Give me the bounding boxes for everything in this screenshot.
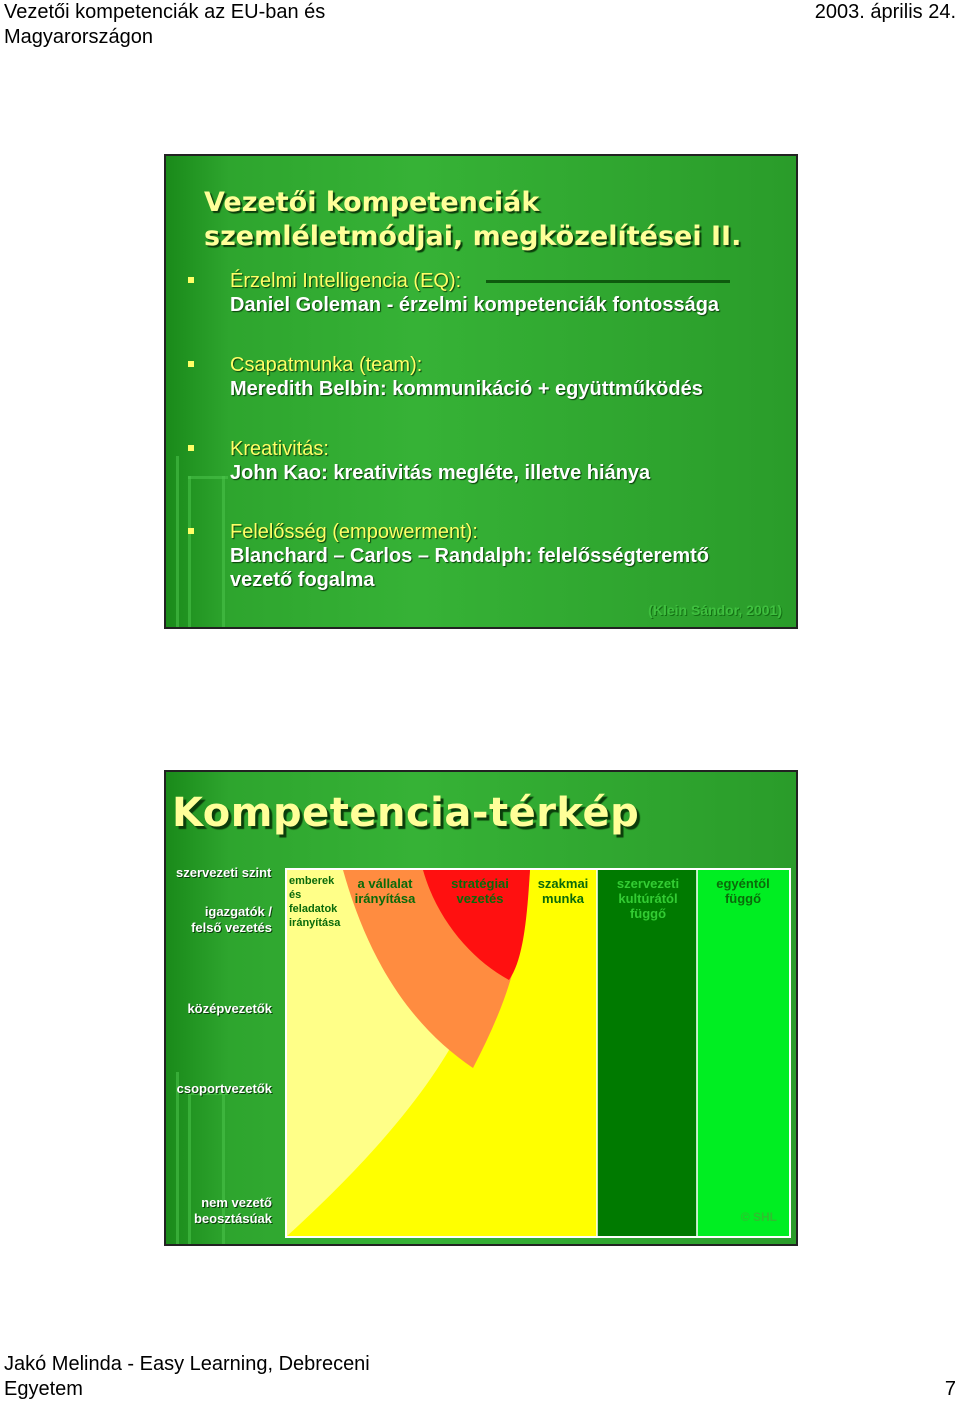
square-bullet-icon [188, 361, 194, 367]
competency-map-graphic [287, 870, 789, 1236]
list-item [188, 269, 788, 317]
citation: (Klein Sándor, 2001) [648, 602, 782, 618]
item-heading: Kreativitás: [230, 438, 329, 460]
square-bullet-icon [188, 528, 194, 534]
decor-line [176, 456, 179, 629]
level-label: csoportvezetők [176, 1081, 272, 1096]
culture-dependent-area [597, 870, 697, 1236]
slide-competency-map [164, 770, 798, 1246]
list-item [188, 353, 788, 401]
level-axis-label: szervezeti szint [176, 865, 272, 880]
document-date: 2003. április 24. [814, 1, 956, 23]
item-text: Blanchard – Carlos – Randalph: felelősségteremtő vezető fogalma [230, 545, 710, 591]
list-item [188, 520, 748, 592]
slide-title: Kompetencia-térkép [172, 790, 640, 836]
column-label: egyéntől függő [716, 876, 770, 906]
column-label: emberek és feladatok irányítása [289, 875, 341, 929]
footer-author: Jakó Melinda - Easy Learning, Debreceni Egyetem [4, 1353, 370, 1400]
column-label: szakmai munka [537, 876, 589, 906]
column-label: a vállalat irányítása [354, 876, 416, 906]
page-number: 7 [944, 1378, 956, 1400]
level-label: középvezetők [187, 1001, 272, 1016]
level-label: nem vezető beosztásúak [193, 1195, 272, 1226]
level-label: igazgatók / felső vezetés [191, 904, 272, 935]
slide-approaches [164, 154, 798, 629]
square-bullet-icon [188, 445, 194, 451]
item-text: Meredith Belbin: kommunikáció + együttműködés [230, 378, 703, 400]
column-label: stratégiai vezetés [451, 876, 509, 906]
copyright-mark: © SHL [740, 1210, 777, 1224]
column-label: szervezeti kultúrától függő [616, 876, 680, 921]
square-bullet-icon [188, 277, 194, 283]
item-text: Daniel Goleman - érzelmi kompetenciák fontossága [230, 294, 720, 316]
document-title: Vezetői kompetenciák az EU-ban és Magyarországon [4, 1, 326, 48]
item-heading: Érzelmi Intelligencia (EQ): [230, 270, 462, 292]
item-heading: Csapatmunka (team): [230, 354, 423, 376]
list-item [188, 437, 788, 485]
competency-map-chart [285, 868, 791, 1238]
item-text: John Kao: kreativitás megléte, illetve hiánya [230, 462, 651, 484]
slide-title: Vezetői kompetenciák szemléletmódjai, megközelítései II. [204, 187, 742, 252]
item-heading: Felelősség (empowerment): [230, 521, 478, 543]
individual-dependent-area [697, 870, 789, 1236]
